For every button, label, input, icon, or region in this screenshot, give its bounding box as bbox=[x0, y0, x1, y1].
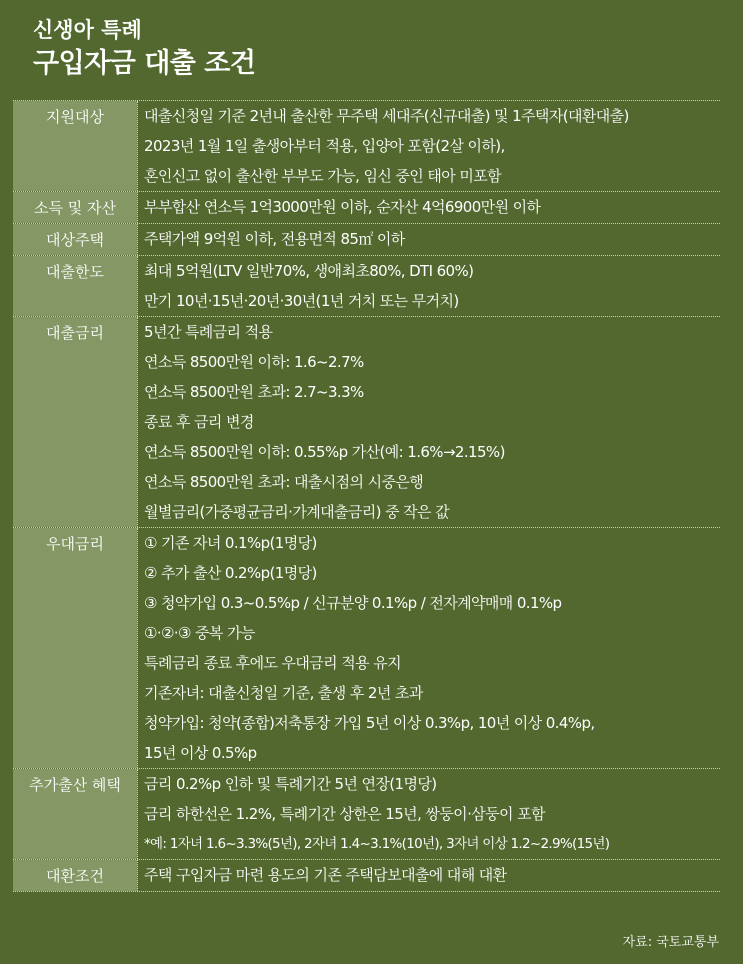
row-content bbox=[137, 224, 720, 255]
row-line: 주택 구입자금 마련 용도의 기존 주택담보대출에 대해 대환 bbox=[144, 866, 507, 884]
row-line: 혼인신고 없이 출산한 부부도 가능, 임신 중인 태아 미포함 bbox=[144, 167, 501, 185]
row-line: 대출신청일 기준 2년내 출산한 무주택 세대주(신규대출) 및 1주택자(대환대출) bbox=[144, 107, 629, 125]
row-line: 15년 이상 0.5%p bbox=[144, 744, 257, 762]
row-line: ① 기존 자녀 0.1%p(1명당) bbox=[144, 534, 317, 552]
row-content bbox=[137, 769, 720, 859]
row-label: 대상주택 bbox=[13, 224, 137, 255]
row-content bbox=[137, 317, 720, 527]
row-line: 청약가입: 청약(종합)저축통장 가입 5년 이상 0.3%p, 10년 이상 0.4%p, bbox=[144, 714, 595, 732]
row-line: ③ 청약가입 0.3~0.5%p / 신규분양 0.1%p / 전자계약매매 0.1%p bbox=[144, 594, 562, 612]
row-line: 금리 0.2%p 인하 및 특례기간 5년 연장(1명당) bbox=[144, 775, 437, 793]
row-line: 부부합산 연소득 1억3000만원 이하, 순자산 4억6900만원 이하 bbox=[144, 198, 541, 216]
row-line: 연소득 8500만원 초과: 대출시점의 시중은행 bbox=[144, 473, 424, 491]
row-line: *예: 1자녀 1.6~3.3%(5년), 2자녀 1.4~3.1%(10년), 3자녀 이상 1.2~2.9%(15년) bbox=[144, 836, 610, 852]
source-credit: 자료: 국토교통부 bbox=[622, 935, 719, 950]
row-label: 대출한도 bbox=[13, 256, 137, 316]
row-income-assets bbox=[13, 192, 720, 224]
row-line: 만기 10년·15년·20년·30년(1년 거치 또는 무거치) bbox=[144, 292, 459, 310]
row-content bbox=[137, 101, 720, 191]
row-content bbox=[137, 860, 720, 891]
row-line: 최대 5억원(LTV 일반70%, 생애최초80%, DTI 60%) bbox=[144, 262, 474, 280]
row-line: 2023년 1월 1일 출생아부터 적용, 입양아 포함(2살 이하), bbox=[144, 137, 505, 155]
title-block bbox=[33, 16, 255, 84]
row-label: 소득 및 자산 bbox=[13, 192, 137, 223]
row-line: 주택가액 9억원 이하, 전용면적 85㎡ 이하 bbox=[144, 230, 405, 248]
row-content bbox=[137, 528, 720, 768]
row-line: 특례금리 종료 후에도 우대금리 적용 유지 bbox=[144, 654, 401, 672]
row-line: 금리 하한선은 1.2%, 특례기간 상한은 15년, 쌍둥이·삼둥이 포함 bbox=[144, 805, 545, 823]
row-line: ①·②·③ 중복 가능 bbox=[144, 624, 255, 642]
row-label: 대환조건 bbox=[13, 860, 137, 891]
row-line: 종료 후 금리 변경 bbox=[144, 413, 254, 431]
row-line: 기존자녀: 대출신청일 기준, 출생 후 2년 초과 bbox=[144, 684, 423, 702]
row-label: 지원대상 bbox=[13, 101, 137, 191]
row-label: 대출금리 bbox=[13, 317, 137, 527]
row-label: 우대금리 bbox=[13, 528, 137, 768]
row-loan-limit bbox=[13, 256, 720, 317]
row-line: 5년간 특례금리 적용 bbox=[144, 323, 273, 341]
row-target-house bbox=[13, 224, 720, 256]
row-additional-birth bbox=[13, 769, 720, 860]
title-line-1: 신생아 특례 bbox=[33, 18, 142, 42]
row-preferential-rate bbox=[13, 528, 720, 769]
title-line-2: 구입자금 대출 조건 bbox=[33, 48, 256, 79]
row-content bbox=[137, 192, 720, 223]
row-line: 연소득 8500만원 이하: 0.55%p 가산(예: 1.6%→2.15%) bbox=[144, 443, 505, 461]
row-line: 연소득 8500만원 초과: 2.7~3.3% bbox=[144, 383, 364, 401]
row-label: 추가출산 혜택 bbox=[13, 769, 137, 859]
row-line: 월별금리(가중평균금리·가계대출금리) 중 작은 값 bbox=[144, 503, 449, 521]
row-content bbox=[137, 256, 720, 316]
row-line: ② 추가 출산 0.2%p(1명당) bbox=[144, 564, 317, 582]
row-refinance bbox=[13, 860, 720, 892]
conditions-table bbox=[13, 100, 720, 892]
row-line: 연소득 8500만원 이하: 1.6~2.7% bbox=[144, 353, 364, 371]
row-loan-rate bbox=[13, 317, 720, 528]
row-eligibility bbox=[13, 101, 720, 192]
